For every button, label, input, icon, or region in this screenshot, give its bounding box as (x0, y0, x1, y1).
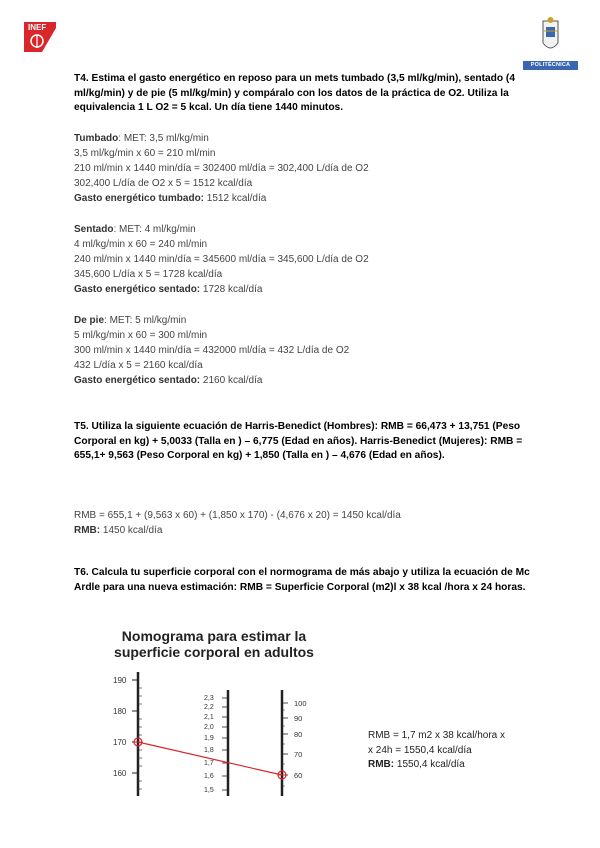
nomogram-title (104, 628, 324, 660)
height-label-180: 180 (113, 707, 127, 716)
nomogram-title-line-1: Nomograma para estimar la (121, 628, 307, 644)
t5-result-label: RMB: (74, 525, 101, 536)
tumbado-label: Tumbado (74, 133, 119, 144)
inef-logo (22, 18, 58, 59)
depie-line-2: 300 ml/min x 1440 min/día = 432000 ml/día = 432 L/día de O2 (74, 345, 350, 356)
sentado-total-label: Gasto energético sentado: (74, 284, 201, 295)
weight-label-100: 100 (294, 699, 307, 708)
height-label-170: 170 (113, 738, 127, 747)
depie-line-1: 5 ml/kg/min x 60 = 300 ml/min (74, 330, 208, 341)
sentado-line-2: 240 ml/min x 1440 min/día = 345600 ml/día = 345,600 L/día de O2 (74, 254, 369, 265)
tumbado-met: : MET: 3,5 ml/kg/min (118, 133, 209, 144)
t5-question: T5. Utiliza la siguiente ecuación de Harris-Benedict (Hombres): RMB = 66,473 + 13,751 (Peso Corporal en kg) + 5,0033 (Talla en ) – 6,775 (Edad en años). Harris-Benedict (Mujeres): RMB = 655,1+ 9,563 (Peso Corporal en kg) + 1,850 (Talla en ) – 4,676 (Edad en años). (74, 421, 523, 462)
surface-label-1-7: 1,7 (204, 760, 214, 767)
sentado-met: : MET: 4 ml/kg/min (113, 224, 196, 235)
t6-result-label: RMB: (368, 759, 395, 770)
weight-label-90: 90 (294, 714, 303, 723)
t4-depie-block (74, 313, 349, 388)
tumbado-line-3: 302,400 L/día de O2 x 5 = 1512 kcal/día (74, 178, 253, 189)
t6-answer-block (368, 729, 538, 773)
surface-label-2-0: 2,0 (204, 724, 214, 731)
weight-label-60: 60 (294, 771, 303, 780)
depie-total-value: 2160 kcal/día (200, 375, 263, 386)
depie-total-label: Gasto energético sentado: (74, 375, 201, 386)
t4-question: T4. Estima el gasto energético en reposo para un mets tumbado (3,5 ml/kg/min), sentado (4 ml/kg/min) y de pie (5 ml/kg/min) y compáralo con los datos de la práctica de O2. Utiliza la equivalencia 1 L O2 = 5 kcal. Un día tiene 1440 minutos. (74, 73, 515, 114)
t6-result-line-1: RMB = 1,7 m2 x 38 kcal/hora x (368, 730, 506, 741)
height-label-160: 160 (113, 769, 127, 778)
t5-answer-block (74, 508, 401, 538)
tumbado-total-value: 1512 kcal/día (204, 193, 267, 204)
tumbado-line-2: 210 ml/min x 1440 min/día = 302400 ml/día = 302,400 L/día de O2 (74, 163, 369, 174)
weight-label-80: 80 (294, 730, 303, 739)
weight-label-70: 70 (294, 750, 303, 759)
sentado-line-1: 4 ml/kg/min x 60 = 240 ml/min (74, 239, 208, 250)
t6-question: T6. Calcula tu superficie corporal con el normograma de más abajo y utiliza la ecuación de Mc Ardle para una nueva estimación: RMB = Superficie Corporal (m2)l x 38 kcal /hora x 24 horas. (74, 567, 530, 593)
t4-sentado-block (74, 222, 369, 297)
svg-text:INEF: INEF (28, 23, 47, 32)
surface-label-1-9: 1,9 (204, 735, 214, 742)
surface-label-2-2: 2,2 (204, 704, 214, 711)
t4-tumbado-block (74, 131, 369, 206)
sentado-total-value: 1728 kcal/día (200, 284, 263, 295)
sentado-label: Sentado (74, 224, 114, 235)
surface-label-2-1: 2,1 (204, 714, 214, 721)
height-label-190: 190 (113, 676, 127, 685)
t5-calc: RMB = 655,1 + (9,563 x 60) + (1,850 x 170) - (4,676 x 20) = 1450 kcal/día (74, 510, 401, 521)
depie-line-3: 432 L/día x 5 = 2160 kcal/día (74, 360, 203, 371)
politecnica-label: POLITÉCNICA (523, 61, 578, 70)
nomogram (104, 668, 334, 796)
tumbado-total-label: Gasto energético tumbado: (74, 193, 205, 204)
surface-label-1-6: 1,6 (204, 773, 214, 780)
nomogram-title-line-2: superficie corporal en adultos (114, 644, 314, 660)
t6-result-value: 1550,4 kcal/día (394, 759, 465, 770)
depie-met: : MET: 5 ml/kg/min (104, 315, 187, 326)
surface-label-2-3: 2,3 (204, 695, 214, 702)
sentado-line-3: 345,600 L/día x 5 = 1728 kcal/día (74, 269, 223, 280)
depie-label: De pie (74, 315, 105, 326)
surface-label-1-8: 1,8 (204, 747, 214, 754)
tumbado-line-1: 3,5 ml/kg/min x 60 = 210 ml/min (74, 148, 216, 159)
t5-result-value: 1450 kcal/día (100, 525, 163, 536)
t6-result-line-2: x 24h = 1550,4 kcal/día (368, 744, 472, 756)
surface-label-1-5: 1,5 (204, 787, 214, 794)
politecnica-logo (523, 15, 578, 68)
